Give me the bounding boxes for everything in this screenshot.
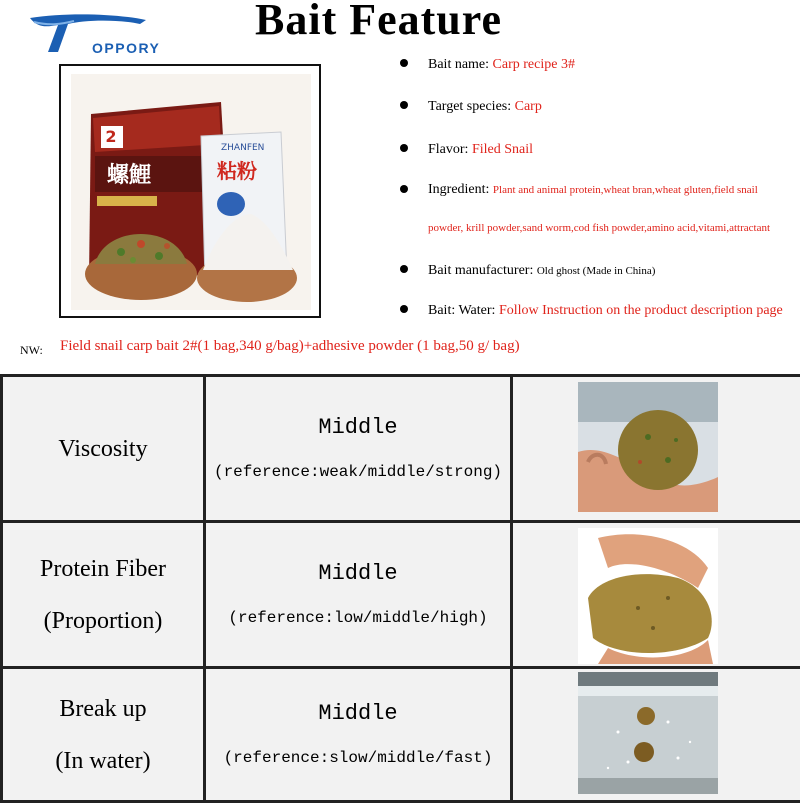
image-cell xyxy=(512,376,800,522)
product-photo xyxy=(71,74,311,310)
property-sublabel: (In water) xyxy=(3,735,203,787)
reference-label: (reference:slow/middle/fast) xyxy=(206,745,510,771)
bullet-icon xyxy=(400,265,408,273)
spec-table xyxy=(0,374,800,803)
value-label: Middle xyxy=(206,413,510,443)
table-row xyxy=(2,522,800,668)
value-cell xyxy=(205,668,512,802)
feature-label: Bait name: xyxy=(428,57,493,72)
image-cell xyxy=(512,522,800,668)
bullet-icon xyxy=(400,59,408,67)
feature-label: Ingredient: xyxy=(428,182,493,197)
image-cell xyxy=(512,668,800,802)
bullet-icon xyxy=(400,144,408,152)
feature-value: Plant and animal protein,wheat bran,wheat gluten,field snail powder, krill powder,sand worm,cod fish powder,amino acid,vitami,attractant xyxy=(428,184,770,234)
feature-label: Flavor: xyxy=(428,142,472,157)
feature-label: Target species: xyxy=(428,99,515,114)
bait-in-water-tank-image xyxy=(578,672,718,794)
svg-text:ZHANFEN: ZHANFEN xyxy=(221,143,264,153)
product-image xyxy=(59,64,321,318)
feature-value: Carp recipe 3# xyxy=(493,57,575,72)
page-title: Bait Feature xyxy=(255,0,502,45)
property-label: Viscosity xyxy=(3,423,203,475)
bullet-icon xyxy=(400,185,408,193)
value-label: Middle xyxy=(206,699,510,729)
bullet-icon xyxy=(400,101,408,109)
feature-value: Old ghost (Made in China) xyxy=(537,265,656,277)
property-label: Protein Fiber xyxy=(3,543,203,595)
hand-holding-bait-ball-image xyxy=(578,382,718,512)
table-row xyxy=(2,376,800,522)
value-cell xyxy=(205,522,512,668)
svg-text:粘粉: 粘粉 xyxy=(216,159,257,183)
table-row xyxy=(2,668,800,802)
property-label: Break up xyxy=(3,683,203,735)
property-cell xyxy=(2,668,205,802)
property-cell xyxy=(2,376,205,522)
reference-label: (reference:weak/middle/strong) xyxy=(206,459,510,485)
feature-label: Bait manufacturer: xyxy=(428,263,537,278)
logo-text: OPPORY xyxy=(92,40,160,56)
value-cell xyxy=(205,376,512,522)
feature-label: Bait: Water: xyxy=(428,303,499,318)
hands-crumbling-bait-image xyxy=(578,528,718,664)
brand-logo xyxy=(28,12,198,56)
net-weight-value: Field snail carp bait 2#(1 bag,340 g/bag)+adhesive powder (1 bag,50 g/ bag) xyxy=(60,338,520,355)
svg-text:螺鯉: 螺鯉 xyxy=(107,162,151,188)
property-sublabel: (Proportion) xyxy=(3,595,203,647)
svg-text:2: 2 xyxy=(105,127,116,146)
feature-value: Filed Snail xyxy=(472,142,533,157)
property-cell xyxy=(2,522,205,668)
value-label: Middle xyxy=(206,559,510,589)
bullet-icon xyxy=(400,305,408,313)
feature-value: Follow Instruction on the product description page xyxy=(499,303,783,318)
net-weight-label: NW: xyxy=(20,343,43,358)
feature-value: Carp xyxy=(515,99,542,114)
reference-label: (reference:low/middle/high) xyxy=(206,605,510,631)
